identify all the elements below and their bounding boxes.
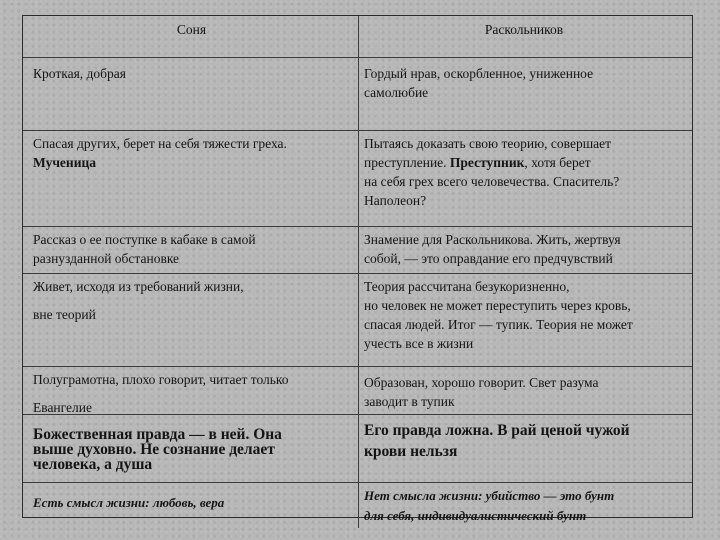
cell-text: Наполеон? xyxy=(364,193,427,208)
cell-text: Полуграмотна, плохо говорит, читает только xyxy=(33,372,289,387)
row-1-left xyxy=(23,58,359,131)
cell-text-bold: крови нельзя xyxy=(364,443,458,460)
comparison-table xyxy=(22,15,693,523)
cell-text: Рассказ о ее поступке в кабаке в самой xyxy=(33,232,256,247)
row-2-left xyxy=(23,131,359,227)
row-1-right xyxy=(359,58,692,131)
row-4-right xyxy=(359,274,692,367)
cell-text-bold-italic: для себя, индивидуалистический бунт xyxy=(364,508,587,523)
cell-text: на себя грех всего человечества. Спаситель? xyxy=(364,174,620,189)
row-6-right xyxy=(359,415,692,483)
cell-text: Теория рассчитана безукоризненно, xyxy=(364,279,570,294)
cell-text: вне теорий xyxy=(33,307,96,322)
cell-text: разнузданной обстановке xyxy=(33,251,180,266)
cell-text: спасая людей. Итог — тупик. Теория не может xyxy=(364,317,633,332)
row-3-right xyxy=(359,227,692,274)
cell-text: Спасая других, берет на себя тяжести греха. xyxy=(33,136,287,151)
cell-text-bold: Его правда ложна. В рай ценой чужой xyxy=(364,422,630,439)
cell-text: Евангелие xyxy=(33,400,92,415)
row-5-left xyxy=(23,367,359,415)
row-3-left xyxy=(23,227,359,274)
cell-text: заводит в тупик xyxy=(364,394,455,409)
cell-text: собой, — это оправдание его предчувствий xyxy=(364,251,613,266)
row-2-right xyxy=(359,131,692,227)
cell-text-bold-italic: Есть смысл жизни: любовь, вера xyxy=(33,495,225,510)
cell-text: Пытаясь доказать свою теорию, совершает xyxy=(364,136,611,151)
cell-text: но человек не может переступить через кровь, xyxy=(364,298,631,313)
cell-text-bold-italic: Нет смысла жизни: убийство — это бунт xyxy=(364,488,615,503)
row-4-left xyxy=(23,274,359,367)
header-left-label: Соня xyxy=(176,22,207,37)
cell-text: самолюбие xyxy=(364,85,429,100)
cell-text-bold: Мученица xyxy=(33,155,97,170)
cell-text-bold: человека, а душа xyxy=(33,456,153,473)
cell-text: Кроткая, добрая xyxy=(33,66,126,81)
cell-text-bold: Преступник xyxy=(449,155,525,170)
row-6-left xyxy=(23,415,359,483)
cell-text: Гордый нрав, оскорбленное, униженное xyxy=(364,66,594,81)
cell-text: Образован, хорошо говорит. Свет разума xyxy=(364,375,599,390)
cell-text: учесть все в жизни xyxy=(364,336,474,351)
cell-text: Живет, исходя из требований жизни, xyxy=(33,279,244,294)
cell-text: преступление. xyxy=(364,155,447,170)
cell-text-bold: Божественная правда — в ней. Она xyxy=(33,426,282,443)
row-7-left xyxy=(23,483,359,528)
cell-text: Знамение для Раскольникова. Жить, жертвуя xyxy=(364,232,621,247)
header-sonya xyxy=(23,16,359,58)
header-raskolnikov xyxy=(359,16,692,58)
cell-text-bold: выше духовно. Не сознание делает xyxy=(33,441,275,458)
row-5-right xyxy=(359,367,692,415)
cell-text-mixed xyxy=(364,153,684,172)
header-right-label: Раскольников xyxy=(484,22,564,37)
cell-text: , хотя берет xyxy=(524,155,591,170)
row-7-right xyxy=(359,483,692,528)
